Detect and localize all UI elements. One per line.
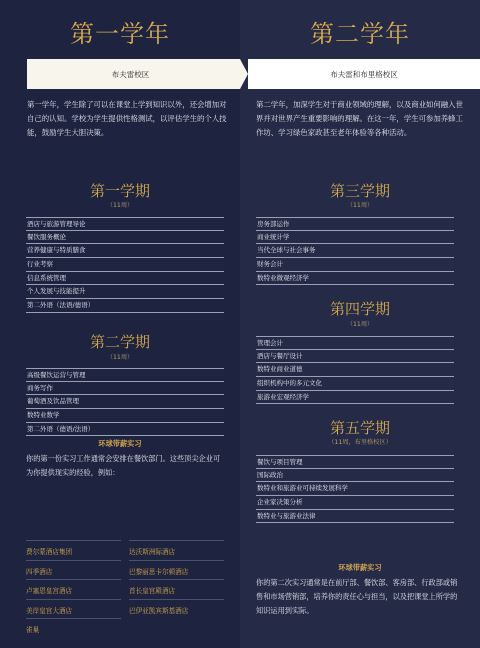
semester-2-title: 第二学期 <box>89 333 150 351</box>
course-item: 房务部运作 <box>256 217 454 231</box>
hotel-item: 雀巢 <box>26 618 121 638</box>
course-item: 商务写作 <box>26 382 224 396</box>
semester-1-courses <box>26 217 224 313</box>
semester-5-subtitle: （11周，布里格校区） <box>328 439 392 446</box>
semester-5-courses <box>256 455 454 523</box>
hotel-item: 巴黎丽思卡尔顿酒店 <box>129 560 224 580</box>
course-item: 数特业微观经济学 <box>256 272 454 286</box>
course-item: 酒店与餐厅设计 <box>256 350 454 364</box>
course-item: 葡萄酒及饮品管理 <box>26 395 224 409</box>
course-item: 管理会计 <box>256 336 454 350</box>
course-item: 当代全球与社会事务 <box>256 244 454 258</box>
course-item: 国际政治 <box>256 469 454 483</box>
hotel-item: 费尔蒙酒店集团 <box>26 540 121 560</box>
campus-banner-left: 布夫雷校区 <box>27 59 240 89</box>
internship-1-text: 你的第一份实习工作通常会安排在餐饮部门。这些顶尖企业可为你提供现实的经验，例如： <box>26 454 221 477</box>
course-item: 数特业数学 <box>26 409 224 423</box>
hotel-item: 卢塞恩皇宫酒店 <box>26 579 121 599</box>
semester-1-subtitle: （11周） <box>106 202 134 209</box>
course-item: 个人发展与技能提升 <box>26 285 224 299</box>
semester-4-courses <box>256 336 454 404</box>
hotel-item: 首长皇宫殿酒店 <box>129 579 224 599</box>
year-one-intro: 第一学年，学生除了可以在课堂上学到知识以外，还会增加对自己的认知。学校为学生提供性格测试，以评估学生的个人技能，鼓励学生大胆决策。 <box>27 100 227 137</box>
course-item: 数特业商业道德 <box>256 363 454 377</box>
course-item: 信息系统管理 <box>26 272 224 286</box>
semester-4-subtitle: （11周） <box>346 321 374 328</box>
year-one-title: 第一学年 <box>70 20 170 48</box>
course-item: 餐饮与项目管理 <box>256 455 454 469</box>
course-item: 餐饮服务概论 <box>26 231 224 245</box>
course-item: 行业考察 <box>26 258 224 272</box>
course-item: 组织机构中的多元文化 <box>256 377 454 391</box>
course-item: 营养健康与特质膳食 <box>26 244 224 258</box>
semester-3-title: 第三学期 <box>329 182 390 200</box>
course-item: 财务会计 <box>256 258 454 272</box>
course-item: 酒店与旅游管理导论 <box>26 217 224 231</box>
semester-4-title: 第四学期 <box>329 300 390 318</box>
hotel-item: 巴伊亚凯宾斯基酒店 <box>129 599 224 619</box>
year-two-column <box>240 0 480 648</box>
campus-banner-right: 布夫雷和布里格校区 <box>248 59 480 89</box>
hotel-item: 四季酒店 <box>26 560 121 580</box>
course-item: 数特业和旅游业可持续发展科学 <box>256 482 454 496</box>
course-item: 企业家决策分析 <box>256 496 454 510</box>
course-item: 旅游业宏观经济学 <box>256 391 454 405</box>
hotel-list <box>26 540 224 638</box>
hotel-item: 达沃斯洲际酒店 <box>129 540 224 560</box>
semester-2-subtitle: （11周） <box>106 354 134 361</box>
year-two-intro: 第二学年，加深学生对于商业领域的理解，以及商业如何融入世界并对世界产生重要影响的理解。在这一年，学生可参加养蜂工作坊、学习绿色家政甚至老年体验等各种活动。 <box>256 100 463 137</box>
course-item: 数特业与旅游业法律 <box>256 510 454 524</box>
course-item: 商业统计学 <box>256 231 454 245</box>
internship-2-text: 你的第二次实习通常是在前厅部、餐饮部、客房部、行政部或销售和市场营销部，培养你的责任心与担当，以及把课堂上所学的知识运用到实际。 <box>256 578 458 615</box>
year-two-title: 第二学年 <box>310 20 410 48</box>
hotel-item: 美岸皇宫大酒店 <box>26 599 121 619</box>
internship-2-title: 环球带薪实习 <box>338 563 382 572</box>
semester-1-title: 第一学期 <box>89 182 150 200</box>
semester-3-subtitle: （11周） <box>346 202 374 209</box>
course-item: 第二外语（法语/德语） <box>26 299 224 313</box>
semester-2-courses <box>26 368 224 436</box>
course-item: 第二外语（德语/法语） <box>26 423 224 437</box>
internship-1-title: 环球带薪实习 <box>98 439 142 448</box>
course-item: 高级餐饮运营与管理 <box>26 368 224 382</box>
semester-5-title: 第五学期 <box>329 419 390 437</box>
semester-3-courses <box>256 217 454 285</box>
campus-arrow-icon <box>240 59 248 89</box>
